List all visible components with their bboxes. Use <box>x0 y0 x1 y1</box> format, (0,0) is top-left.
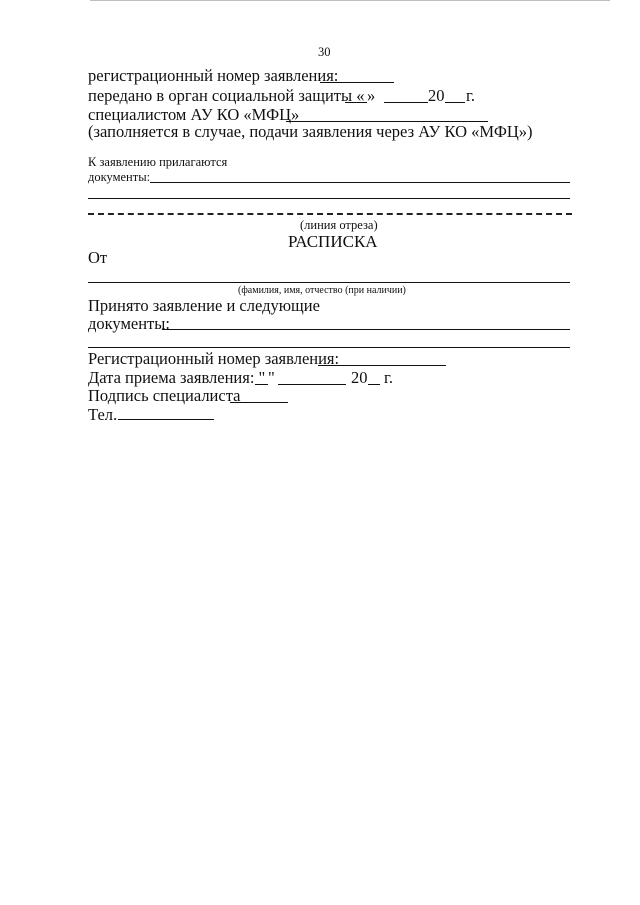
accepted-docs-blank-2 <box>88 347 570 348</box>
receipt-reg-number-label: Регистрационный номер заявления: <box>88 349 340 368</box>
transferred-day-blank <box>345 102 367 103</box>
reg-number-blank <box>320 82 394 83</box>
transferred-quote-close: » <box>367 86 376 105</box>
transferred-year-suffix: г. <box>466 86 476 105</box>
scan-edge-line <box>90 0 610 3</box>
date-year-prefix: 20 <box>351 368 368 387</box>
date-quote-close: " <box>268 368 275 387</box>
name-caption: (фамилия, имя, отчество (при наличии) <box>238 285 406 296</box>
receipt-reg-number-blank <box>318 365 446 366</box>
date-day-blank <box>255 384 268 385</box>
page-number: 30 <box>318 45 331 59</box>
transferred-year-prefix: 20 <box>428 86 445 105</box>
attachments-blank-1 <box>150 182 570 183</box>
accepted-line2: документы: <box>88 314 170 333</box>
from-name-blank <box>88 282 570 283</box>
accepted-line1: Принято заявление и следующие <box>88 296 320 315</box>
receipt-title: РАСПИСКА <box>288 232 378 251</box>
signature-blank <box>230 402 288 403</box>
cut-line <box>88 213 572 215</box>
phone-blank <box>118 419 214 420</box>
specialist-label: специалистом АУ КО «МФЦ» <box>88 105 300 124</box>
attachments-blank-2 <box>88 198 570 199</box>
date-year-suffix: г. <box>384 368 394 387</box>
accepted-docs-blank-1 <box>162 329 570 330</box>
mfc-note: (заполняется в случае, подачи заявления через АУ КО «МФЦ») <box>88 122 533 141</box>
date-label: Дата приема заявления: " <box>88 368 266 387</box>
reg-number-label: регистрационный номер заявления: <box>88 66 339 85</box>
transferred-label: передано в орган социальной защиты « <box>88 86 365 105</box>
phone-label: Тел. <box>88 405 118 424</box>
cut-line-label: (линия отреза) <box>300 218 378 232</box>
attachments-line2: документы: <box>88 170 151 184</box>
transferred-month-blank <box>384 102 428 103</box>
date-year-blank <box>368 384 380 385</box>
signature-label: Подпись специалиста <box>88 386 241 405</box>
transferred-year-blank <box>445 102 465 103</box>
attachments-line1: К заявлению прилагаются <box>88 155 228 169</box>
from-label: От <box>88 248 108 267</box>
date-month-blank <box>278 384 346 385</box>
